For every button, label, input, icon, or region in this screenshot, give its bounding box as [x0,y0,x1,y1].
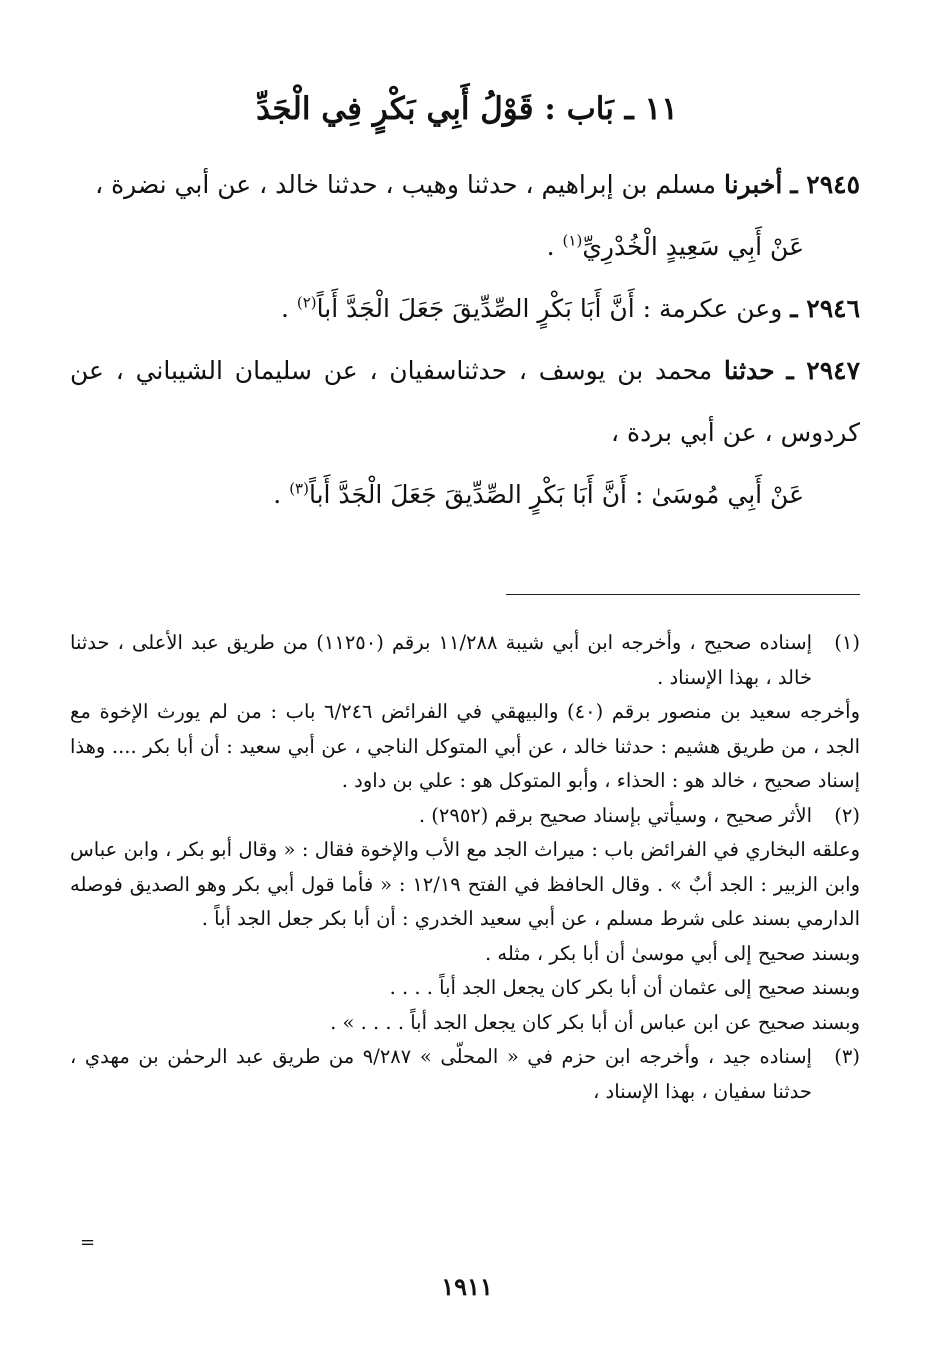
footnote-2-extra-line: وبسند صحيح إلى أبي موسىٰ أن أبا بكر ، مثله . [485,941,860,965]
continuation-mark: = [80,1232,96,1253]
hadith-2947-text [70,464,860,526]
hadith-text-body [70,154,860,526]
hadith-lead-word: أخبرنا [723,170,783,199]
footnote-line: الأثر صحيح ، وسيأتي بإسناد صحيح برقم (٢٩٥٢) . [418,803,812,827]
footnote-number: (٣) [834,1045,860,1068]
hadith-matn: عَنْ أَبِي سَعِيدٍ الْخُدْرِيِّ [582,232,804,261]
footnote-number: (٢) [834,803,860,827]
hadith-matn: أَنَّ أَبَا بَكْرٍ الصِّدِّيقَ جَعَلَ الْجَدَّ أَباً [316,294,635,323]
footnote-2-extra-line: وبسند صحيح عن ابن عباس أن أبا بكر كان يجعل الجد أباً . . . . » . [330,1010,860,1034]
hadith-matn: عَنْ أَبِي مُوسَىٰ : أَنَّ أَبَا بَكْرٍ الصِّدِّيقَ جَعَلَ الْجَدَّ أَباً [308,480,804,509]
footnote-3 [70,1040,860,1109]
hadith-end-punct: . [546,232,563,261]
footnote-line: إسناده جيد ، وأخرجه ابن حزم في « المحلّى » ٩/٢٨٧ من طريق عبد الرحمٰن بن مهدي ، حدثنا سفيان ، بهذا الإسناد ، [70,1045,812,1103]
hadith-number: ٢٩٤٧ ـ [786,356,861,385]
footnote-marker: (٢) [296,293,317,312]
footnotes-section [70,626,860,1109]
hadith-2945-chain [70,154,860,216]
hadith-end-punct: . [273,480,290,509]
hadith-isnad: محمد بن يوسف ، حدثناسفيان ، عن سليمان الشيباني ، عن كردوس ، عن أبي بردة ، [70,356,860,447]
hadith-2945-text [70,216,860,278]
hadith-2946 [70,278,860,340]
hadith-2947-chain [70,340,860,464]
hadith-number: ٢٩٤٥ ـ [790,170,860,199]
page-number: ١٩١١ [441,1272,493,1301]
hadith-number: ٢٩٤٦ ـ [790,294,860,323]
footnote-1-continuation: وأخرجه سعيد بن منصور برقم (٤٠) والبيهقي في الفرائض ٦/٢٤٦ باب : من لم يورث الإخوة مع الجد ، من طريق هشيم : حدثنا خالد ، عن أبي المتوكل الناجي ، عن أبي سعيد : أن أبا بكر .... وهذا إسناد صحيح ، خالد هو : الحذاء ، وأبو المتوكل هو : علي بن داود . [70,700,860,792]
chapter-title: ١١ ـ بَاب : قَوْلُ أَبِي بَكْرٍ فِي الْجَدِّ [256,91,678,127]
hadith-end-punct: . [280,294,297,323]
footnote-2-extra-line: وبسند صحيح إلى عثمان أن أبا بكر كان يجعل الجد أباً . . . . [389,976,860,999]
footnote-marker: (١) [562,231,583,250]
footnote-number: (١) [834,631,860,654]
hadith-isnad: وعن عكرمة : [634,294,783,323]
footnote-separator [506,594,860,595]
footnote-marker: (٣) [289,479,309,498]
footnote-2-continuation: وعلقه البخاري في الفرائض باب : ميراث الجد مع الأب والإخوة فقال : « وقال أبو بكر ، وابن عباس وابن الزبير : الجد أبٌ » . وقال الحافظ في الفتح ١٢/١٩ : « فأما قول أبي بكر وهو الصديق فوصله الدارمي بسند على شرط مسلم ، عن أبي سعيد الخدري : أن أبا بكر جعل الجد أباً . [70,838,860,930]
footnote-2 [70,799,860,834]
hadith-lead-word: حدثنا [723,356,775,385]
footnote-1 [70,626,860,695]
hadith-isnad: مسلم بن إبراهيم ، حدثنا وهيب ، حدثنا خالد ، عن أبي نضرة ، [95,170,724,199]
footnote-line: إسناده صحيح ، وأخرجه ابن أبي شيبة ١١/٢٨٨ برقم (١١٢٥٠) من طريق عبد الأعلى ، حدثنا خالد ، بهذا الإسناد . [70,631,812,689]
